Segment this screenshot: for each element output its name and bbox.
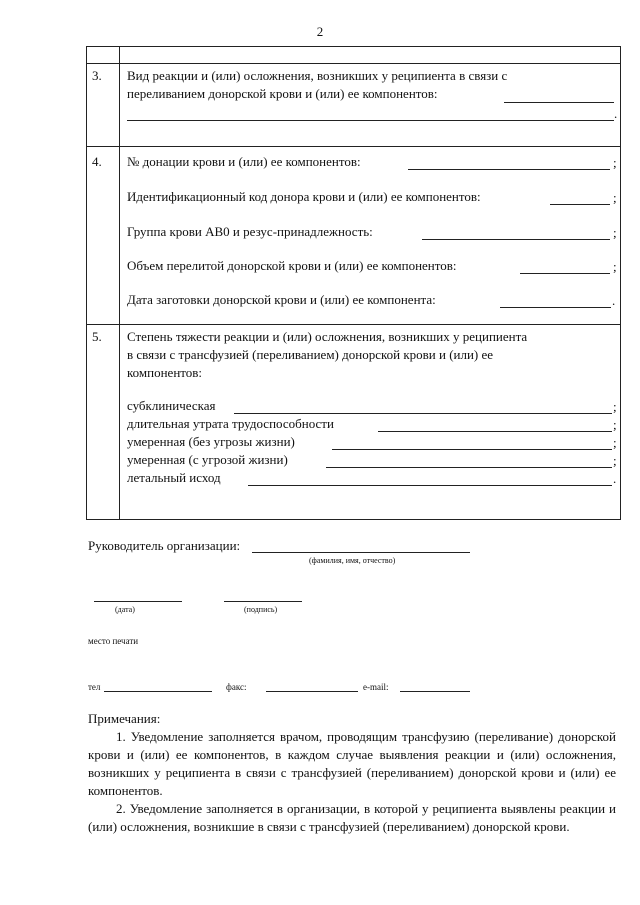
severity-subclinical-field[interactable]: [234, 413, 612, 414]
severity-moderate-no-threat-field[interactable]: [332, 449, 612, 450]
table-border-right: [620, 46, 621, 520]
field-end-mark: .: [614, 106, 618, 121]
severity-disability-field[interactable]: [378, 431, 612, 432]
table-border-top: [86, 46, 621, 47]
transfused-volume-label: Объем перелитой донорской крови и (или) ее компонентов:: [127, 258, 457, 273]
severity-option-label: длительная утрата трудоспособности: [127, 416, 334, 431]
severity-option-label: умеренная (без угрозы жизни): [127, 434, 295, 449]
note-item: 2. Уведомление заполняется в организации, в которой у реципиента выявлены реакции и (или) осложнения, возникшие в связи с трансфузией (переливанием) донорской крови.: [88, 801, 616, 834]
section-5-label: Степень тяжести реакции и (или) осложнения, возникших у реципиента: [127, 329, 528, 344]
notes-section: [88, 710, 616, 836]
section-5-label: компонентов:: [127, 365, 203, 380]
severity-option-label: летальный исход: [127, 470, 221, 485]
section-4-number: 4.: [92, 154, 102, 169]
field-end-mark: ;: [613, 453, 617, 468]
head-of-organization-name-field[interactable]: [252, 552, 470, 553]
section-5-number: 5.: [92, 329, 102, 344]
section-5-label: в связи с трансфузией (переливанием) донорской крови и (или) ее: [127, 347, 494, 362]
date-caption: (дата): [115, 605, 135, 614]
reaction-type-field-continued[interactable]: [127, 120, 614, 121]
field-end-mark: ;: [613, 435, 617, 450]
severity-option-label: субклиническая: [127, 398, 216, 413]
section-3-number: 3.: [92, 68, 102, 83]
table-column-divider: [119, 46, 120, 520]
page-number: 2: [316, 24, 324, 39]
blood-group-field[interactable]: [422, 239, 610, 240]
phone-field[interactable]: [104, 691, 212, 692]
fax-label: факс:: [226, 682, 247, 692]
donor-id-code-label: Идентификационный код донора крови и (или) ее компонентов:: [127, 189, 481, 204]
severity-fatal-field[interactable]: [248, 485, 612, 486]
severity-option-label: умеренная (с угрозой жизни): [127, 452, 288, 467]
row-divider: [86, 63, 621, 64]
field-end-mark: ;: [613, 190, 617, 205]
procurement-date-field[interactable]: [500, 307, 611, 308]
notes-title: Примечания:: [88, 711, 161, 726]
transfused-volume-field[interactable]: [520, 273, 610, 274]
field-end-mark: ;: [613, 155, 617, 170]
phone-label: тел: [88, 682, 101, 692]
field-end-mark: ;: [613, 259, 617, 274]
field-end-mark: .: [612, 293, 616, 308]
date-field[interactable]: [94, 601, 182, 602]
section-3-label: Вид реакции и (или) осложнения, возникших у реципиента в связи с: [127, 68, 508, 83]
stamp-place-label: место печати: [88, 636, 139, 646]
table-border-left: [86, 46, 87, 520]
donation-number-label: № донации крови и (или) ее компонентов:: [127, 154, 361, 169]
procurement-date-label: Дата заготовки донорской крови и (или) ее компонента:: [127, 292, 436, 307]
signature-caption: (подпись): [244, 605, 278, 614]
row-divider: [86, 146, 621, 147]
name-caption: (фамилия, имя, отчество): [309, 556, 396, 565]
field-end-mark: ;: [613, 417, 617, 432]
form-table: [86, 46, 621, 520]
field-end-mark: ;: [613, 399, 617, 414]
email-label: e-mail:: [363, 682, 389, 692]
severity-moderate-threat-field[interactable]: [326, 467, 612, 468]
head-of-organization-label: Руководитель организации:: [88, 538, 241, 553]
blood-group-label: Группа крови АВ0 и резус-принадлежность:: [127, 224, 373, 239]
table-border-bottom: [86, 519, 621, 520]
donor-id-code-field[interactable]: [550, 204, 610, 205]
field-end-mark: ;: [613, 225, 617, 240]
fax-field[interactable]: [266, 691, 358, 692]
donation-number-field[interactable]: [408, 169, 610, 170]
reaction-type-field[interactable]: [504, 102, 614, 103]
section-3-label: переливанием донорской крови и (или) ее компонентов:: [127, 86, 438, 101]
signature-field[interactable]: [224, 601, 302, 602]
note-item: 1. Уведомление заполняется врачом, проводящим трансфузию (переливание) донорской крови и (или) ее компонентов, в каждом случае выявления реакции и (или) осложнения, возникших у реципиента в связи с трансфузией (переливанием) донорской крови и (или) ее компонентов.: [88, 729, 616, 798]
field-end-mark: .: [613, 471, 617, 486]
email-field[interactable]: [400, 691, 470, 692]
row-divider: [86, 324, 621, 325]
